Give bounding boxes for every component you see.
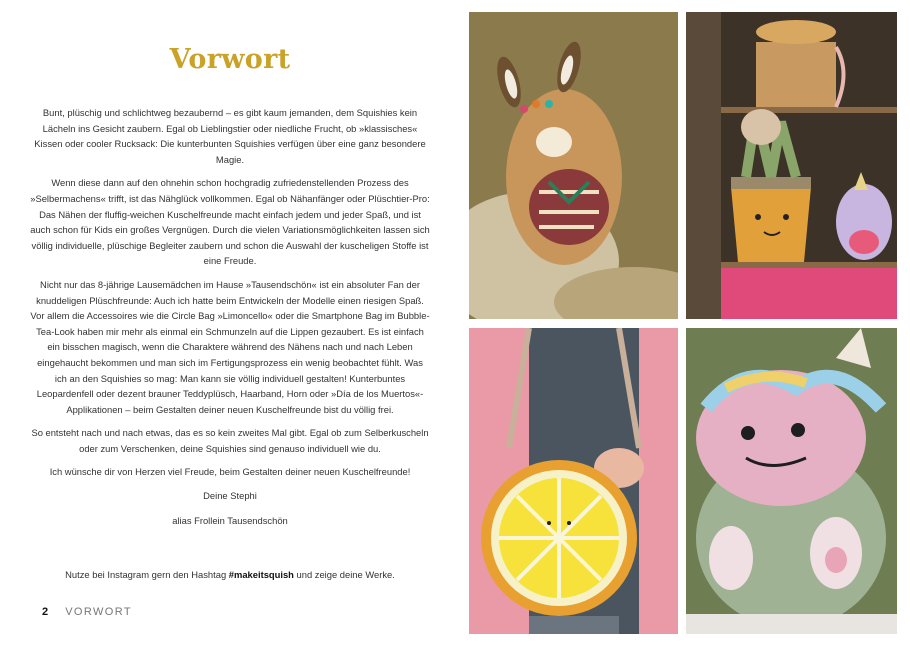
monster-plush-photo bbox=[686, 328, 897, 634]
page-title: Vorwort bbox=[169, 44, 291, 75]
section-label: VORWORT bbox=[65, 606, 133, 618]
shelf-plush-photo bbox=[686, 12, 897, 319]
hashtag: #makeitsquish bbox=[228, 569, 294, 580]
hashtag-note bbox=[30, 569, 430, 580]
signature-alias: alias Frollein Tausendschön bbox=[172, 515, 288, 527]
signature: Deine Stephi bbox=[203, 490, 257, 502]
paragraph-5: Ich wünsche dir von Herzen viel Freude, beim Gestalten deiner neuen Kuschelfreunde! bbox=[49, 466, 411, 478]
paragraph-3: Nicht nur das 8-jährige Lausemädchen im Hause »Tausendschön« ist ein absoluter Fan der knuddeligen Plüschfreunde: Auch ich hatte beim Entwickeln der Modelle einen riesigen Spaß. Vor allem die Accessoires wie die Circle Bag »Limoncello« oder die Smartphone Bag im Bubble-Tea-Look haben mir mehr als einmal ein Schmunzeln auf die Lippen gezaubert. Es ist einfach ein bisschen magisch, wenn die Charaktere während des Nähens nach und nach Leben eingehaucht bekommen und man sich im Fertigungsprozess ein wenig beobachtet fühlt. Was ich an den Squishies so mag: Man kann sie völlig individuell gestalten! Kunterbuntes Leopardenfell oder dezent brauner Teddyplüsch, Haarband, Horn oder »Día de los Muertos«-Applikationen – beim Gestalten deiner neuen Kuschelfreunde bist du völlig frei. bbox=[30, 278, 430, 415]
paragraph-4: So entsteht nach und nach etwas, das es so kein zweites Mal gibt. Egal ob zum Selberkuscheln oder zum Verschenken, deine Squishies sind genauso individuell wie du. bbox=[31, 427, 429, 454]
paragraph-1: Bunt, plüschig und schlichtweg bezaubernd – es gibt kaum jemanden, dem Squishies kein Lächeln ins Gesicht zaubern. Egal ob Lieblingstier oder niedliche Frucht, ob »klassisches« Kissen oder cooler Rucksack: Die kunterbunten Squishies verfügen über eine ganz besondere Magie. bbox=[34, 107, 426, 165]
llama-plush-photo bbox=[469, 12, 678, 319]
page-footer bbox=[42, 606, 132, 618]
lemon-bag-photo bbox=[469, 328, 678, 634]
paragraph-2: Wenn diese dann auf den ohnehin schon hochgradig zufriedenstellenden Prozess des »Selbermachens« trifft, ist das Nähglück vollkommen. Egal ob Nähanfänger oder Plüschtier-Pro: Das Nähen der fluffig-weichen Kuschelfreunde macht einfach jedem und jeder Spaß, und ist auch schon für Kids ein großes Vergnügen. Durch die vielen Variationsmöglichkeiten lassen sich völlig individuelle, plüschige Begleiter zaubern und schon die Auswahl der kuscheligen Stoffe ist eine Freude. bbox=[30, 177, 430, 267]
hashtag-prefix: Nutze bei Instagram gern den Hashtag bbox=[65, 569, 229, 580]
hashtag-suffix: und zeige deine Werke. bbox=[293, 569, 395, 580]
text-column bbox=[30, 40, 430, 538]
page-number: 2 bbox=[42, 606, 49, 618]
